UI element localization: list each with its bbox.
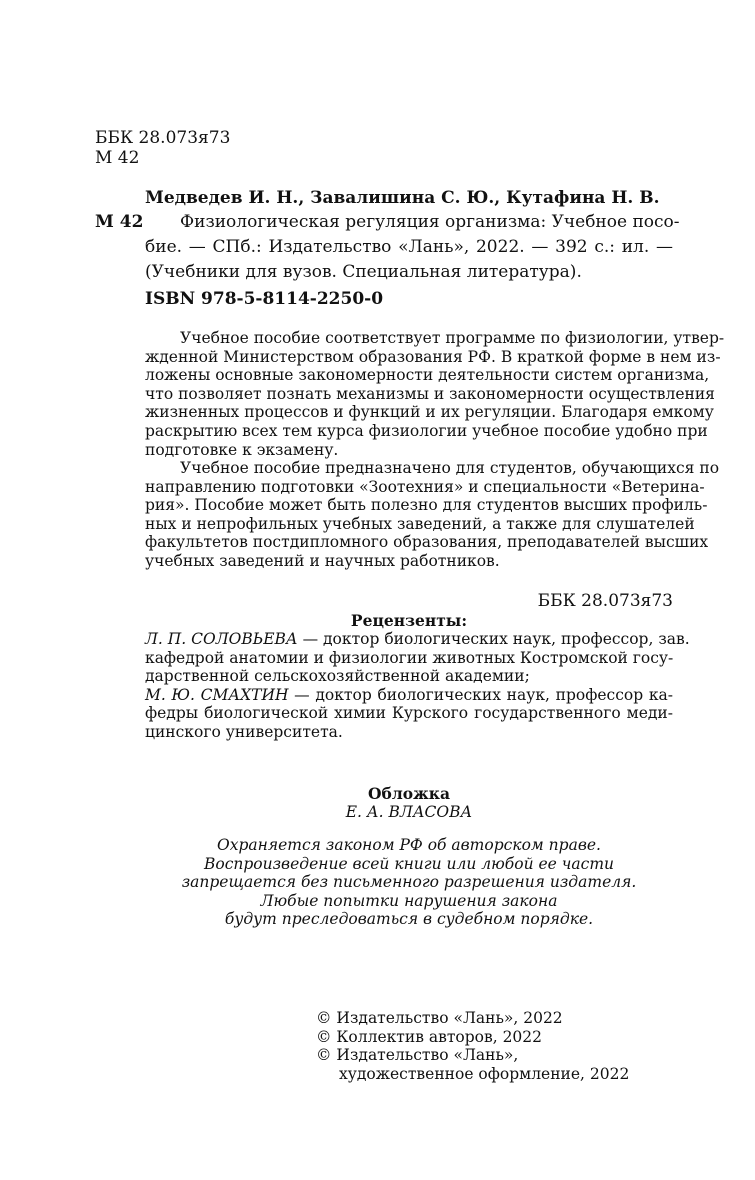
copyright-line: © Издательство «Лань», bbox=[316, 1046, 519, 1065]
notice-line: Охраняется законом РФ об авторском праве. bbox=[217, 836, 601, 854]
annotation-paragraph-1 bbox=[145, 329, 725, 459]
reviewer-2 bbox=[145, 686, 673, 742]
annotation-line: факультетов постдипломного образования, преподавателей высших bbox=[145, 533, 709, 552]
annotation-line: раскрытию всех тем курса физиологии учебное пособие удобно при bbox=[145, 421, 708, 440]
cover-designer: Е. А. ВЛАСОВА bbox=[345, 803, 473, 821]
reviewer-1-line bbox=[145, 630, 690, 649]
notice-line: Любые попытки нарушения закона bbox=[260, 891, 558, 910]
notice-line: запрещается без письменного разрешения издателя. bbox=[181, 873, 637, 892]
reviewer-1-name: Л. П. СОЛОВЬЕВА bbox=[145, 630, 298, 648]
annotation-line: направлению подготовки «Зоотехния» и специальности «Ветерина- bbox=[145, 477, 705, 496]
annotation-line: что позволяет познать механизмы и закономерности осуществления bbox=[145, 384, 715, 403]
annotation-line: Учебное пособие предназначено для студентов, обучающихся по bbox=[180, 459, 720, 477]
annotation-line: ложены основные закономерности деятельности систем организма, bbox=[145, 366, 710, 385]
bbk-code-top: ББК 28.073я73 bbox=[95, 128, 231, 148]
reviewer-2-text: — доктор биологических наук, профессор ка- bbox=[288, 685, 673, 704]
copyright-block bbox=[316, 1009, 629, 1083]
annotation-line: жденной Министерством образования РФ. В краткой форме в нем из- bbox=[145, 347, 721, 366]
cover-heading: Обложка bbox=[368, 784, 450, 803]
copyright-line: © Коллектив авторов, 2022 bbox=[316, 1027, 543, 1046]
annotation-line: подготовке к экзамену. bbox=[145, 440, 339, 459]
copyright-notice bbox=[145, 836, 673, 929]
annotation-line: учебных заведений и научных работников. bbox=[145, 551, 500, 570]
author-mark-top: М 42 bbox=[95, 148, 140, 168]
annotation-line: жизненных процессов и функций и их регуляции. Благодаря емкому bbox=[145, 403, 714, 422]
authors-line: Медведев И. Н., Завалишина С. Ю., Кутафина Н. В. bbox=[145, 188, 660, 208]
reviewer-2-line: цинского университета. bbox=[145, 722, 343, 741]
bbk-code-right: ББК 28.073я73 bbox=[537, 591, 673, 611]
bibliographic-description bbox=[145, 212, 680, 282]
annotation-line: рия». Пособие может быть полезно для студентов высших профиль- bbox=[145, 496, 708, 515]
reviewer-1 bbox=[145, 630, 690, 686]
bib-line: Физиологическая регуляция организма: Учебное посо- bbox=[180, 212, 680, 232]
bib-line: (Учебники для вузов. Специальная литература). bbox=[145, 262, 582, 282]
reviewer-1-text: — доктор биологических наук, профессор, зав. bbox=[297, 630, 690, 648]
reviewer-2-line bbox=[145, 686, 673, 705]
reviewer-2-name: М. Ю. СМАХТИН bbox=[145, 685, 289, 704]
annotation-paragraph-2 bbox=[145, 459, 720, 571]
reviewer-2-line: федры биологической химии Курского государственного меди- bbox=[145, 704, 673, 723]
copyright-line: художественное оформление, 2022 bbox=[339, 1064, 630, 1083]
bib-line: бие. — СПб.: Издательство «Лань», 2022. — 392 с.: ил. — bbox=[145, 237, 673, 257]
reviewers-heading: Рецензенты: bbox=[350, 611, 468, 630]
reviewer-1-line: дарственной сельскохозяйственной академии; bbox=[145, 667, 530, 686]
annotation-line: Учебное пособие соответствует программе по физиологии, утвер- bbox=[180, 329, 725, 347]
notice-line: Воспроизведение всей книги или любой ее части bbox=[203, 854, 615, 873]
annotation-line: ных и непрофильных учебных заведений, а также для слушателей bbox=[145, 514, 695, 533]
reviewer-1-line: кафедрой анатомии и физиологии животных Костромской госу- bbox=[145, 648, 674, 667]
copyright-line: © Издательство «Лань», 2022 bbox=[316, 1009, 563, 1027]
notice-line: будут преследоваться в судебном порядке. bbox=[224, 910, 594, 929]
isbn: ISBN 978-5-8114-2250-0 bbox=[145, 289, 384, 309]
author-mark: М 42 bbox=[95, 212, 144, 232]
